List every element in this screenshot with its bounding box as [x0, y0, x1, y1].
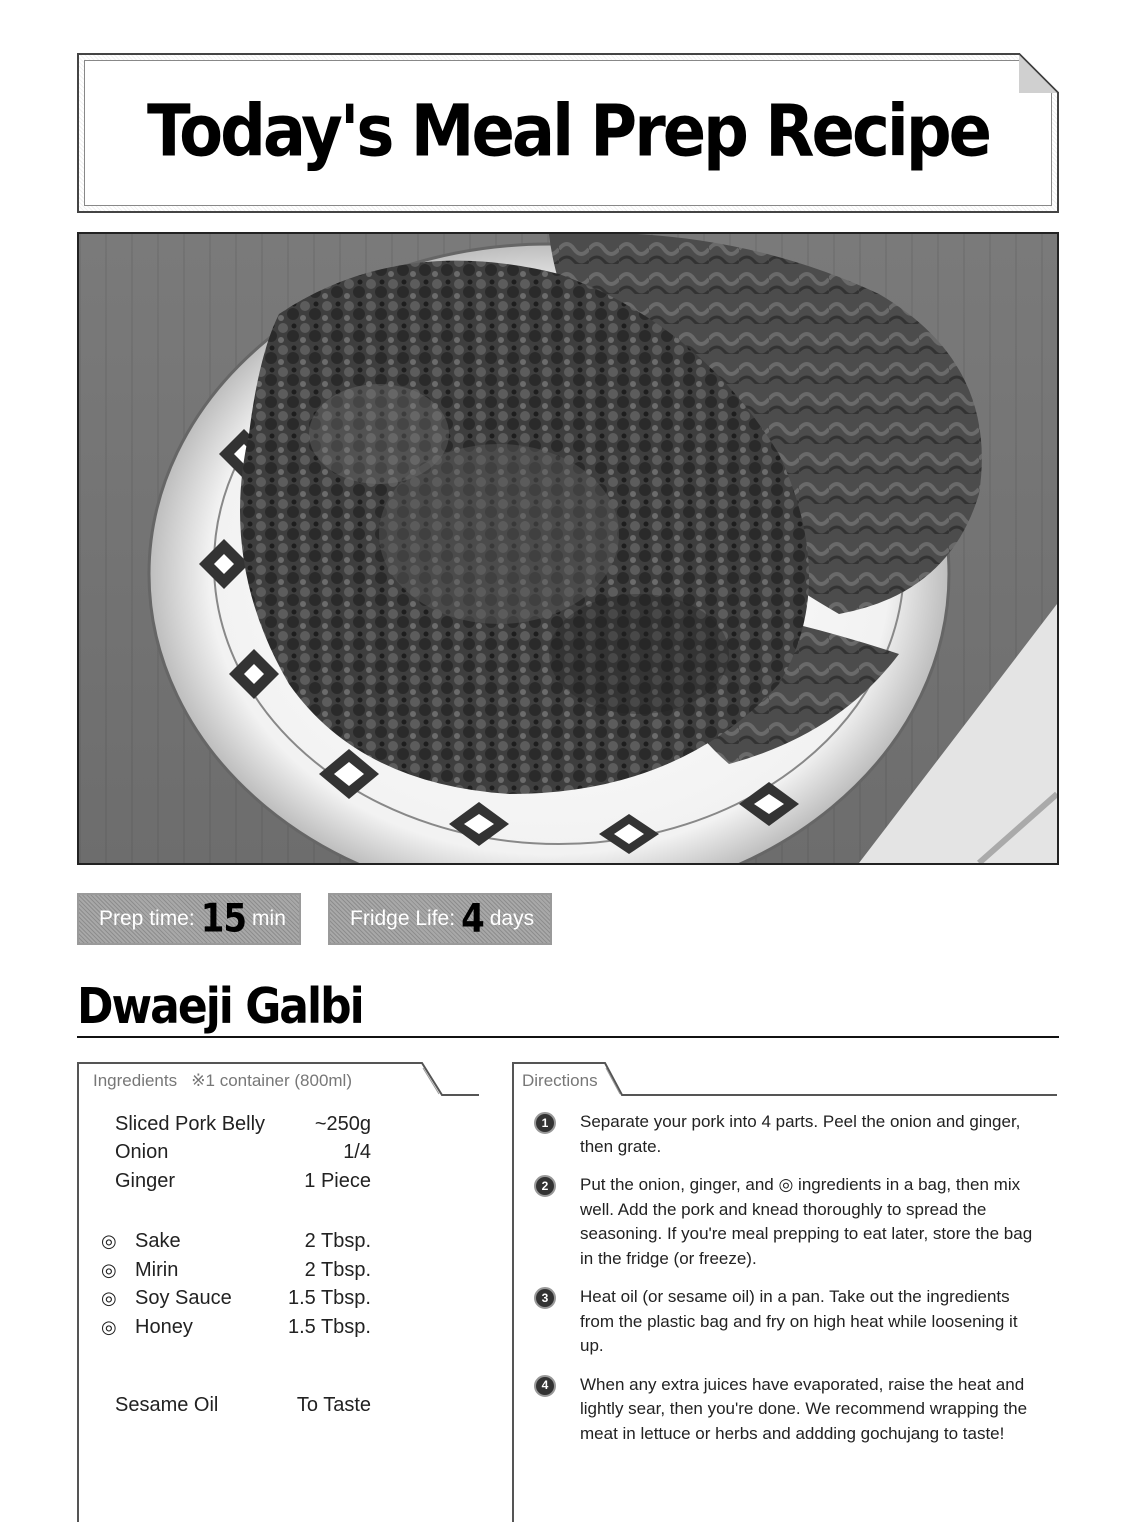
folded-corner [1019, 53, 1059, 93]
step-number-icon: 3 [534, 1287, 556, 1309]
ingredient-name: Ginger [115, 1169, 176, 1192]
ingredient-row [97, 1285, 457, 1314]
ingredient-name: Soy Sauce [135, 1287, 232, 1310]
dish-photo [77, 232, 1059, 865]
dish-illustration [79, 234, 1057, 863]
directions-panel [512, 1062, 1060, 1522]
ingredients-panel [77, 1062, 477, 1522]
ingredient-row [97, 1256, 457, 1285]
seasoning-mark-icon: ◎ [101, 1316, 117, 1337]
recipe-title: Dwaeji Galbi [77, 978, 363, 1036]
fridge-life-badge [328, 893, 552, 945]
prep-time-value: 15 [200, 896, 247, 942]
ingredient-amount: 1.5 Tbsp. [287, 1315, 371, 1338]
prep-time-label: Prep time: [99, 907, 195, 930]
ingredient-amount: 1 Piece [304, 1169, 371, 1192]
step-number-icon: 1 [534, 1112, 556, 1134]
ingredient-row [97, 1392, 457, 1421]
ingredients-heading: Ingredients [93, 1071, 178, 1090]
ingredient-name: Mirin [135, 1258, 179, 1281]
ingredient-amount: 1/4 [343, 1141, 371, 1164]
ingredient-name: Sesame Oil [115, 1394, 219, 1417]
prep-time-badge [77, 893, 301, 945]
ingredient-name: Sake [135, 1230, 181, 1253]
fridge-life-unit: days [489, 907, 535, 930]
ingredient-row [97, 1228, 457, 1257]
title-divider [77, 1036, 1059, 1038]
ingredient-row [97, 1139, 457, 1168]
direction-step [534, 1110, 1034, 1159]
ingredient-name: Onion [115, 1141, 169, 1164]
step-text: Separate your pork into 4 parts. Peel the onion and ginger, then grate. [580, 1112, 1021, 1156]
title-banner [77, 53, 1059, 213]
direction-step [534, 1373, 1034, 1447]
seasoning-mark-icon: ◎ [101, 1288, 117, 1309]
ingredient-amount: 2 Tbsp. [304, 1230, 371, 1253]
seasoning-mark-icon: ◎ [101, 1259, 117, 1280]
ingredient-row [97, 1313, 457, 1342]
ingredients-list [97, 1110, 457, 1420]
step-text: Heat oil (or sesame oil) in a pan. Take out the ingredients from the plastic bag and fry on high heat while loosening it up. [580, 1287, 1018, 1355]
fridge-life-value: 4 [461, 896, 484, 942]
seasoning-mark-icon: ◎ [101, 1231, 117, 1252]
ingredient-amount: ~250g [314, 1112, 371, 1135]
ingredient-amount: 2 Tbsp. [304, 1258, 371, 1281]
ingredients-tab-label [93, 1071, 352, 1091]
directions-heading: Directions [522, 1071, 598, 1090]
ingredients-yield: ※1 container (800ml) [191, 1071, 352, 1090]
prep-time-unit: min [252, 907, 286, 930]
direction-step [534, 1173, 1034, 1271]
fridge-life-label: Fridge Life: [350, 907, 456, 930]
step-number-icon: 2 [534, 1175, 556, 1197]
page-title: Today's Meal Prep Recipe [146, 90, 990, 174]
ingredient-name: Honey [135, 1315, 193, 1338]
direction-step [534, 1285, 1034, 1359]
step-number-icon: 4 [534, 1375, 556, 1397]
ingredient-amount: To Taste [296, 1394, 371, 1417]
directions-list [534, 1110, 1034, 1460]
ingredient-amount: 1.5 Tbsp. [287, 1287, 371, 1310]
step-text: Put the onion, ginger, and ◎ ingredients in a bag, then mix well. Add the pork and knead thoroughly to spread the seasoning. If you're meal prepping to eat later, store the bag in the fridge (or freeze). [580, 1175, 1033, 1268]
ingredient-row [97, 1110, 457, 1139]
step-text: When any extra juices have evaporated, raise the heat and lightly sear, then you're done. We recommend wrapping the meat in lettuce or herbs and addding gochujang to taste! [580, 1374, 1028, 1443]
ingredient-name: Sliced Pork Belly [115, 1112, 266, 1135]
ingredient-row [97, 1167, 457, 1196]
